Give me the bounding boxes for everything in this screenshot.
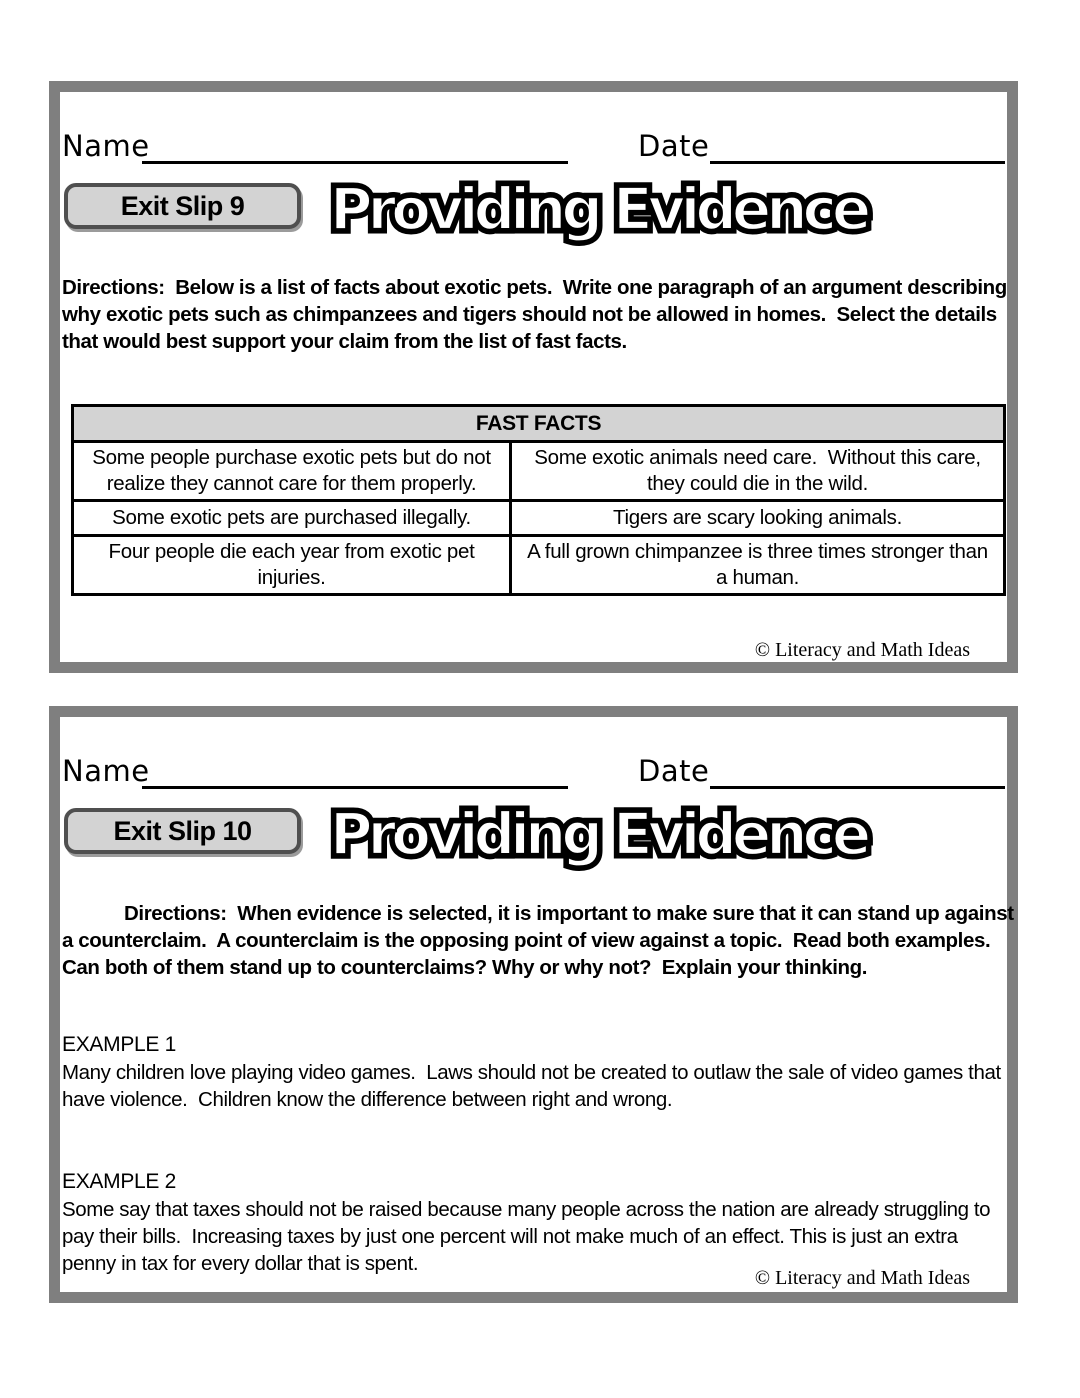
- exit-slip-badge: Exit Slip 10: [64, 808, 301, 854]
- table-row: [73, 501, 1005, 536]
- name-write-line: [142, 111, 568, 164]
- example-2-body: Some say that taxes should not be raised because many people across the nation are already struggling to pay their bills. Increasing taxes by just one percent will not make much of an effect. This is just an extra penny in tax for every dollar that is spent.: [62, 1198, 996, 1275]
- directions-text: Directions: When evidence is selected, it is important to make sure that it can stand up against a counterclaim. A counterclaim is the opposing point of view against a topic. Read both examples. Can both of them stand up to counterclaims? Why or why not? Explain your thinking.: [62, 902, 1019, 979]
- directions-text: Directions: Below is a list of facts about exotic pets. Write one paragraph of an argument describing why exotic pets such as chimpanzees and tigers should not be allowed in homes. Select the details that would best support your claim from the list of fast facts.: [62, 276, 1013, 353]
- example-1-body: Many children love playing video games. Laws should not be created to outlaw the sale of video games that have violence. Children know the difference between right and wrong.: [62, 1061, 1007, 1111]
- fact-cell: Some exotic animals need care. Without this care, they could die in the wild.: [511, 442, 1005, 501]
- fast-facts-header-row: [73, 406, 1005, 442]
- table-row: [73, 442, 1005, 501]
- date-label: Date: [638, 754, 710, 788]
- copyright-text: © Literacy and Math Ideas: [754, 639, 970, 661]
- table-row: [73, 536, 1005, 595]
- date-write-line: [710, 111, 1005, 164]
- fact-cell: Some people purchase exotic pets but do not realize they cannot care for them properly.: [73, 442, 511, 501]
- fact-cell: Four people die each year from exotic pet injuries.: [73, 536, 511, 595]
- date-write-line: [710, 736, 1005, 789]
- name-label: Name: [62, 754, 150, 788]
- example-2-heading: EXAMPLE 2: [62, 1170, 177, 1193]
- worksheet-title: Providing Evidence Providing Evidence: [330, 803, 866, 867]
- fact-cell: Some exotic pets are purchased illegally.: [73, 501, 511, 536]
- exit-slip-badge: Exit Slip 9: [64, 183, 301, 229]
- exit-slip-10-panel: [49, 706, 1018, 1303]
- fast-facts-header: FAST FACTS: [73, 406, 1005, 442]
- name-label: Name: [62, 129, 150, 163]
- copyright-text: © Literacy and Math Ideas: [754, 1267, 970, 1289]
- date-label: Date: [638, 129, 710, 163]
- exit-slip-9-panel: [49, 81, 1018, 673]
- fast-facts-table: [71, 404, 1006, 596]
- name-write-line: [142, 736, 568, 789]
- example-1-heading: EXAMPLE 1: [62, 1033, 177, 1056]
- worksheet-title: Providing Evidence Providing Evidence: [330, 178, 866, 242]
- fact-cell: A full grown chimpanzee is three times stronger than a human.: [511, 536, 1005, 595]
- fact-cell: Tigers are scary looking animals.: [511, 501, 1005, 536]
